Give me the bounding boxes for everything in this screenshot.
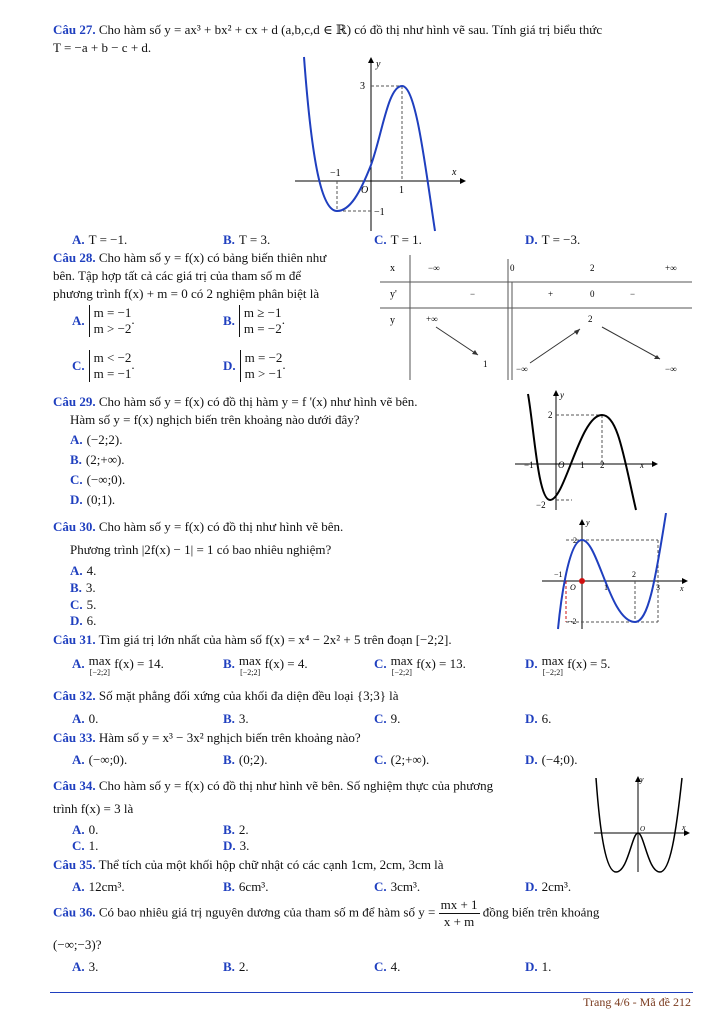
q31-stem: [53, 632, 452, 648]
system-line: m > −1: [244, 366, 283, 381]
option-text: 6cm³.: [238, 879, 269, 894]
q33-option-c[interactable]: [374, 752, 429, 768]
table-y-val: 2: [588, 314, 593, 324]
q34-text: Cho hàm số y = f(x) có đồ thị như hình vẽ bên. Số nghiệm thực của phương: [98, 778, 494, 793]
footer-divider: [50, 992, 693, 993]
max-word: max: [238, 653, 262, 668]
q36-option-b[interactable]: [223, 959, 249, 975]
option-label: A.: [72, 879, 85, 894]
q29-xneg1: −1: [524, 460, 534, 470]
option-text: (−4;0).: [541, 752, 578, 767]
option-label: B.: [223, 959, 235, 974]
system-line: m = −2: [244, 350, 283, 365]
option-label: B.: [223, 822, 235, 837]
max-operator: [541, 653, 565, 678]
max-word: max: [88, 653, 112, 668]
option-label: D.: [525, 656, 538, 671]
option-label: D.: [70, 613, 83, 628]
option-text: f(x) = 5.: [567, 656, 611, 671]
max-word: max: [390, 653, 414, 668]
q33-option-d[interactable]: [525, 752, 578, 768]
option-text: 3.: [88, 959, 99, 974]
option-label: C.: [374, 959, 387, 974]
q28-option-a[interactable]: A.m = −1 m > −2.: [72, 305, 135, 336]
q31-text: Tìm giá trị lớn nhất của hàm số f(x) = x⁴ − 2x² + 5 trên đoạn [−2;2].: [98, 632, 452, 647]
option-label: B.: [70, 580, 82, 595]
option-text: T = 3.: [238, 232, 271, 247]
q28-line1: [53, 250, 326, 266]
option-text: 3cm³.: [390, 879, 421, 894]
q27-option-a[interactable]: [72, 232, 127, 248]
system-line: m > −2: [93, 321, 132, 336]
q30-line2: Phương trình |2f(x) − 1| = 1 có bao nhiêu nghiệm?: [70, 542, 332, 557]
q36-line2: (−∞;−3)?: [53, 937, 102, 952]
table-x-val: +∞: [665, 263, 677, 273]
q30-y2: 2: [573, 536, 577, 545]
q36-text-b: đồng biến trên khoảng: [482, 904, 600, 920]
q36-text-a: Có bao nhiêu giá trị nguyên dương của tham số m để hàm số y =: [98, 904, 436, 920]
option-label: C.: [374, 711, 387, 726]
option-text: 2cm³.: [541, 879, 572, 894]
q30-origin-point: [579, 578, 585, 584]
table-sign: −: [470, 289, 476, 299]
q30-line1: [53, 519, 343, 535]
q36-label: Câu 36.: [53, 904, 96, 920]
option-text: f(x) = 14.: [114, 656, 164, 671]
option-label: B.: [223, 656, 235, 671]
option-text: f(x) = 4.: [264, 656, 308, 671]
option-text: 12cm³.: [88, 879, 125, 894]
q36-fraction: [439, 897, 480, 930]
max-sub: [−2;2]: [542, 668, 563, 677]
option-text: T = 1.: [390, 232, 422, 247]
option-label: D.: [223, 358, 236, 373]
q35-text: Thể tích của một khối hộp chữ nhật có các cạnh 1cm, 2cm, 3cm là: [98, 857, 444, 872]
q30-ylabel: y: [586, 518, 590, 527]
q34-graph: [592, 774, 692, 874]
option-system: [239, 305, 282, 337]
q36-option-d[interactable]: [525, 959, 551, 975]
max-operator: [238, 653, 262, 678]
max-sub: [−2;2]: [89, 668, 110, 677]
q32-text: Số mặt phẳng đối xứng của khối đa diện đều loại {3;3} là: [98, 688, 399, 703]
q34-line2: trình f(x) = 3 là: [53, 801, 134, 816]
option-label: A.: [72, 752, 85, 767]
q33-option-a[interactable]: [72, 752, 127, 768]
q34-label: Câu 34.: [53, 778, 96, 793]
option-label: C.: [374, 656, 387, 671]
q36-line1: [53, 897, 599, 930]
option-label: A.: [72, 313, 85, 328]
q27-ylabel: y: [376, 59, 381, 70]
max-sub: [−2;2]: [391, 668, 412, 677]
option-label: D.: [70, 492, 83, 507]
option-label: C.: [72, 838, 85, 853]
option-label: B.: [223, 313, 235, 328]
q33-label: Câu 33.: [53, 730, 96, 745]
table-sign: −: [630, 289, 636, 299]
max-operator: [390, 653, 414, 678]
q29-origin: O: [558, 460, 565, 470]
option-text: 3.: [85, 580, 96, 595]
q30-option-d[interactable]: [70, 613, 96, 629]
q29-xlabel: x: [640, 460, 644, 470]
system-line: m < −2: [93, 350, 132, 365]
option-text: f(x) = 13.: [416, 656, 466, 671]
option-text: (−2;2).: [86, 432, 123, 447]
table-row-x: x: [390, 263, 395, 274]
q33-text: Hàm số y = x³ − 3x² nghịch biến trên khoảng nào?: [98, 730, 361, 745]
option-text: 5.: [86, 597, 97, 612]
q30-origin: O: [570, 583, 576, 592]
max-word: max: [541, 653, 565, 668]
option-text: (2;+∞).: [85, 452, 125, 467]
q29-option-a[interactable]: [70, 432, 123, 448]
option-label: C.: [374, 232, 387, 247]
option-text: (0;2).: [238, 752, 268, 767]
option-text: 2.: [238, 959, 249, 974]
q34-xlabel: x: [682, 823, 686, 832]
option-label: D.: [525, 711, 538, 726]
q27-xneg1: −1: [330, 168, 341, 179]
option-text: (−∞;0).: [88, 752, 128, 767]
option-label: C.: [70, 472, 83, 487]
q35-option-d[interactable]: [525, 879, 571, 895]
option-text: (−∞;0).: [86, 472, 126, 487]
table-sign: +: [548, 289, 554, 299]
option-text: 6.: [86, 613, 97, 628]
q29-line1: [53, 394, 418, 410]
q30-yneg2: −2: [568, 617, 577, 626]
option-label: A.: [72, 232, 85, 247]
q32-label: Câu 32.: [53, 688, 96, 703]
q30-x2: 2: [632, 570, 636, 579]
option-text: 4.: [390, 959, 401, 974]
q27-yneg1: −1: [374, 207, 385, 218]
q29-option-d[interactable]: [70, 492, 115, 508]
table-x-val: 2: [590, 263, 595, 273]
q32-option-b[interactable]: [223, 711, 249, 727]
option-text: 0.: [88, 822, 99, 837]
q30-graph: [540, 513, 690, 631]
option-label: B.: [223, 711, 235, 726]
q34-option-c[interactable]: [72, 838, 98, 854]
option-label: B.: [223, 752, 235, 767]
option-text: (0;1).: [86, 492, 116, 507]
option-label: C.: [70, 597, 83, 612]
q34-option-b[interactable]: [223, 822, 249, 838]
q35-stem: [53, 857, 444, 873]
q30-option-b[interactable]: [70, 580, 96, 596]
option-label: D.: [525, 752, 538, 767]
table-x-val: −∞: [428, 263, 440, 273]
q28-variation-table: [380, 255, 692, 380]
q28-line2: bên. Tập hợp tất cả các giá trị của tham số m để: [53, 268, 302, 283]
max-operator: [88, 653, 112, 678]
q27-x1: 1: [399, 185, 404, 196]
q30-xneg1: −1: [554, 570, 563, 579]
q30-xlabel: x: [680, 584, 684, 593]
option-label: D.: [525, 879, 538, 894]
q27-graph: [290, 55, 470, 233]
q32-option-c[interactable]: [374, 711, 400, 727]
q28-option-b[interactable]: B.m ≥ −1 m = −2.: [223, 305, 285, 336]
q34-origin: O: [640, 825, 646, 833]
option-text: 4.: [86, 563, 97, 578]
q30-text: Cho hàm số y = f(x) có đồ thị như hình vẽ bên.: [98, 519, 344, 534]
q27-option-c[interactable]: [374, 232, 422, 248]
q32-stem: [53, 688, 399, 704]
q34-option-d[interactable]: [223, 838, 249, 854]
q31-option-c[interactable]: [374, 653, 466, 678]
q34-ylabel: y: [640, 775, 644, 784]
q30-option-c[interactable]: [70, 597, 96, 613]
q31-option-a[interactable]: [72, 653, 164, 678]
q27-text: Cho hàm số y = ax³ + bx² + cx + d (a,b,c,d ∈ ℝ) có đồ thị như hình vẽ sau. Tính giá trị biểu thức: [98, 22, 603, 37]
q32-option-d[interactable]: [525, 711, 551, 727]
option-label: B.: [70, 452, 82, 467]
q27-label: Câu 27.: [53, 22, 96, 37]
q27-origin: O: [361, 185, 369, 196]
option-system: [89, 350, 132, 382]
q28-text: Cho hàm số y = f(x) có bảng biến thiên như: [98, 250, 327, 265]
q29-ylabel: y: [560, 390, 564, 400]
option-label: A.: [70, 563, 83, 578]
option-text: T = −3.: [541, 232, 581, 247]
option-text: 3.: [239, 838, 250, 853]
option-text: 1.: [88, 838, 99, 853]
q33-option-b[interactable]: [223, 752, 267, 768]
option-label: D.: [525, 232, 538, 247]
q29-y2: 2: [548, 410, 553, 420]
q34-line1: [53, 778, 493, 794]
system-line: m = −1: [93, 305, 132, 320]
q29-option-c[interactable]: [70, 472, 125, 488]
table-y-val: −∞: [516, 364, 528, 374]
option-label: D.: [525, 959, 538, 974]
q28-label: Câu 28.: [53, 250, 96, 265]
q35-option-b[interactable]: [223, 879, 268, 895]
option-system: [89, 305, 132, 337]
q30-label: Câu 30.: [53, 519, 96, 534]
q29-x1: 1: [580, 460, 585, 470]
option-system: [240, 350, 283, 382]
q36-option-c[interactable]: [374, 959, 400, 975]
option-label: C.: [374, 879, 387, 894]
q29-option-b[interactable]: [70, 452, 125, 468]
table-sign: 0: [590, 289, 595, 299]
q27-y3: 3: [360, 81, 365, 92]
option-label: C.: [72, 358, 85, 373]
q31-option-d[interactable]: [525, 653, 611, 678]
q29-line2: Hàm số y = f(x) nghịch biến trên khoảng nào dưới đây?: [70, 412, 360, 427]
q29-label: Câu 29.: [53, 394, 96, 409]
system-line: m = −2: [243, 321, 282, 336]
q29-text: Cho hàm số y = f(x) có đồ thị hàm y = f '(x) như hình vẽ bên.: [98, 394, 418, 409]
option-text: T = −1.: [88, 232, 128, 247]
q29-graph: [510, 388, 660, 513]
q27-option-d[interactable]: [525, 232, 580, 248]
option-text: (2;+∞).: [390, 752, 430, 767]
system-line: m = −1: [93, 366, 132, 381]
max-sub: [−2;2]: [240, 668, 261, 677]
option-label: A.: [70, 432, 83, 447]
table-row-y: y: [390, 315, 395, 326]
option-text: 3.: [238, 711, 249, 726]
option-label: D.: [223, 838, 236, 853]
table-y-val: 1: [483, 359, 488, 369]
table-x-val: 0: [510, 263, 515, 273]
option-text: 2.: [238, 822, 249, 837]
q35-option-a[interactable]: [72, 879, 125, 895]
q34-option-a[interactable]: [72, 822, 98, 838]
q29-yneg2: −2: [536, 500, 546, 510]
table-y-val: +∞: [426, 314, 438, 324]
q32-option-a[interactable]: [72, 711, 98, 727]
option-label: A.: [72, 711, 85, 726]
q30-x3: 3: [656, 583, 660, 592]
option-label: A.: [72, 822, 85, 837]
option-label: B.: [223, 232, 235, 247]
q28-option-d[interactable]: D.m = −2 m > −1.: [223, 350, 286, 381]
table-row-yprime: y': [390, 289, 397, 300]
option-label: A.: [72, 656, 85, 671]
q27-option-b[interactable]: [223, 232, 270, 248]
fraction-denominator: x + m: [443, 914, 475, 929]
q29-x2: 2: [600, 460, 605, 470]
option-label: C.: [374, 752, 387, 767]
q36-option-a[interactable]: [72, 959, 98, 975]
q27-text2: T = −a + b − c + d.: [53, 40, 152, 55]
option-text: 6.: [541, 711, 552, 726]
page-footer: Trang 4/6 - Mã đề 212: [583, 995, 691, 1009]
table-y-val: −∞: [665, 364, 677, 374]
q28-line3: phương trình f(x) + m = 0 có 2 nghiệm phân biệt là: [53, 286, 320, 301]
q30-option-a[interactable]: [70, 563, 96, 579]
system-line: m ≥ −1: [243, 305, 282, 320]
option-text: 9.: [390, 711, 401, 726]
q27-xlabel: x: [452, 167, 457, 178]
option-label: B.: [223, 879, 235, 894]
q31-option-b[interactable]: [223, 653, 308, 678]
option-label: A.: [72, 959, 85, 974]
q30-x1: 1: [604, 583, 608, 592]
option-text: 0.: [88, 711, 99, 726]
q28-option-c[interactable]: C.m < −2 m = −1.: [72, 350, 135, 381]
q27-stem: [53, 22, 602, 38]
q35-option-c[interactable]: [374, 879, 420, 895]
option-text: 1.: [541, 959, 552, 974]
q33-stem: [53, 730, 361, 746]
q31-label: Câu 31.: [53, 632, 96, 647]
fraction-numerator: mx + 1: [440, 897, 478, 912]
q35-label: Câu 35.: [53, 857, 96, 872]
